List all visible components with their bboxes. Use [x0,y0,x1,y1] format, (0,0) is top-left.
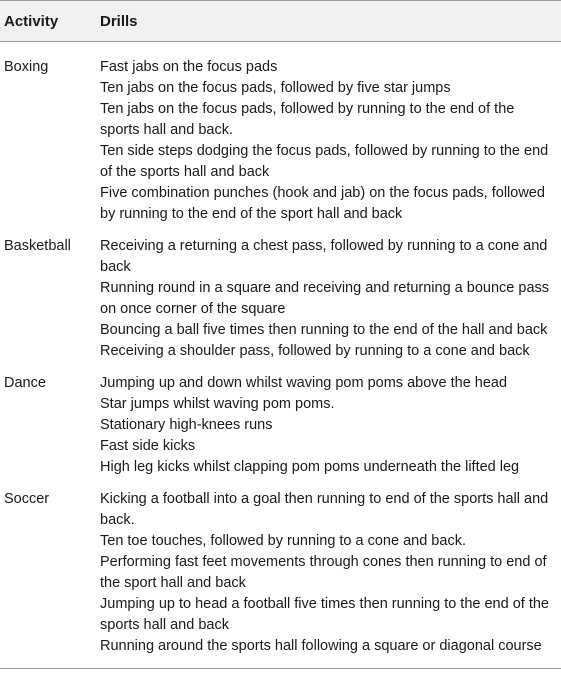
activity-cell: Soccer [4,491,50,507]
table-header [0,0,561,42]
activity-cell: Boxing [4,59,49,75]
drill-item: Receiving a shoulder pass, followed by running to a cone and back [100,343,530,359]
table-row [0,226,561,363]
drill-item: Five combination punches (hook and jab) on the focus pads, followed by running to the end of the sport hall and back [100,185,545,222]
column-header-drills: Drills [100,13,138,30]
drill-item: Performing fast feet movements through cones then running to end of the sport hall and back [100,554,547,591]
drill-item: Jumping up and down whilst waving pom poms above the head [100,375,508,391]
drills-cell [100,489,561,657]
drill-item: Stationary high-knees runs [100,417,273,433]
drill-item: Receiving a returning a chest pass, followed by running to a cone and back [100,238,548,275]
table-row [0,42,561,226]
activity-cell: Dance [4,375,46,391]
drill-item: Kicking a football into a goal then running to end of the sports hall and back. [100,491,549,528]
drill-item: Bouncing a ball five times then running to the end of the hall and back [100,322,548,338]
activity-cell: Basketball [4,238,71,254]
table-body [0,42,561,669]
drill-item: Fast side kicks [100,438,196,454]
drill-item: Running round in a square and receiving and returning a bounce pass on once corner of the square [100,280,550,317]
drill-item: Ten jabs on the focus pads, followed by running to the end of the sports hall and back. [100,101,515,138]
drills-cell [100,236,561,362]
drill-item: Ten jabs on the focus pads, followed by five star jumps [100,80,451,96]
drill-item: Ten side steps dodging the focus pads, followed by running to the end of the sports hall and back [100,143,549,180]
drill-item: Star jumps whilst waving pom poms. [100,396,335,412]
drill-item: Ten toe touches, followed by running to a cone and back. [100,533,466,549]
drills-cell [100,57,561,225]
drill-item: Jumping up to head a football five times then running to the end of the sports hall and back [100,596,549,633]
table-row [0,363,561,479]
drill-item: Fast jabs on the focus pads [100,59,278,75]
drill-item: Running around the sports hall following a square or diagonal course [100,638,542,654]
table-row [0,479,561,658]
column-header-activity: Activity [4,13,59,30]
drills-cell [100,373,561,478]
drill-item: High leg kicks whilst clapping pom poms underneath the lifted leg [100,459,520,475]
